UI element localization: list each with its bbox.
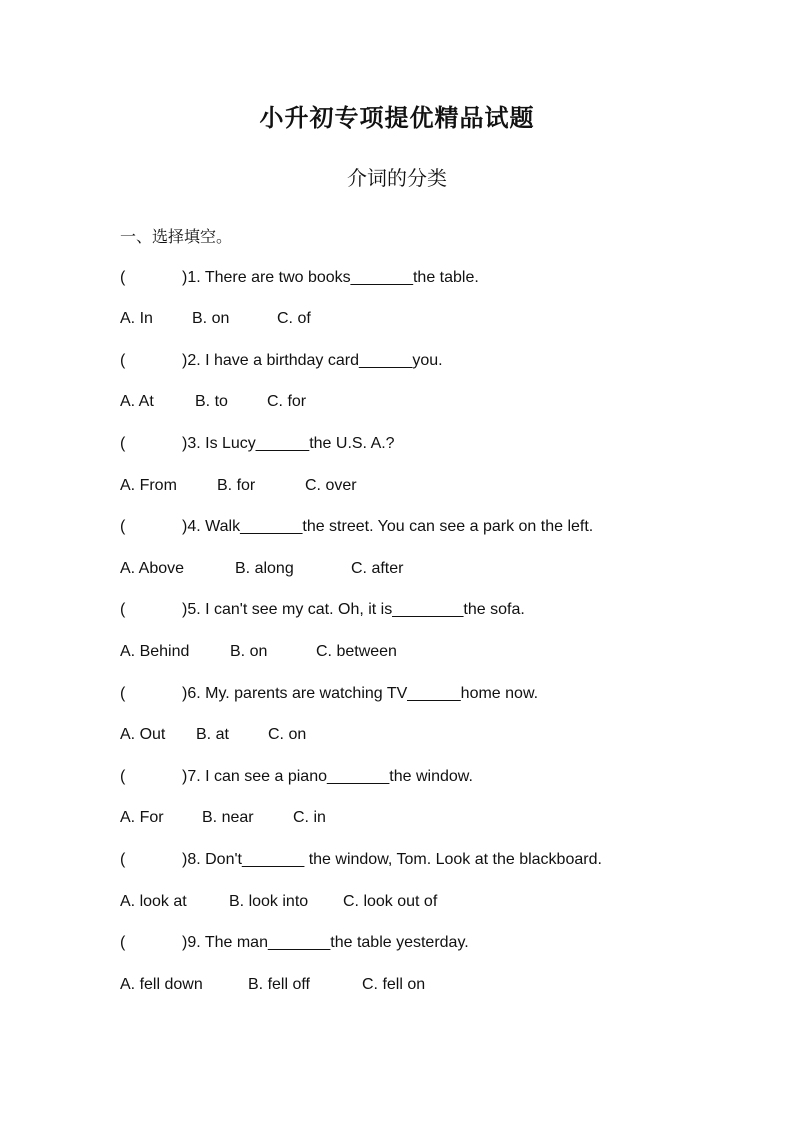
answer-paren: ( [120, 851, 126, 868]
question-text: )4. Walk_______the street. You can see a park on the left. [182, 518, 594, 535]
answer-paren: ( [120, 685, 126, 702]
question-4-options [120, 559, 403, 579]
question-text: )5. I can't see my cat. Oh, it is________the sofa. [182, 601, 525, 618]
question-text: )9. The man_______the table yesterday. [182, 934, 469, 951]
question-5 [120, 600, 525, 620]
page-subtitle: 介词的分类 [347, 166, 447, 190]
option-a: A. Above [120, 560, 185, 577]
section-heading: 一、选择填空。 [120, 227, 233, 246]
question-text: )2. I have a birthday card______you. [182, 352, 443, 369]
question-3 [120, 434, 395, 454]
page-title: 小升初专项提优精品试题 [259, 103, 535, 132]
option-c: C. after [351, 560, 404, 577]
option-a: A. From [120, 477, 177, 494]
question-1-options [120, 309, 311, 329]
question-7 [120, 767, 473, 787]
question-2-options [120, 392, 306, 412]
option-b: B. for [217, 477, 256, 494]
answer-paren: ( [120, 518, 126, 535]
question-6-options [120, 725, 306, 745]
question-9-options [120, 975, 425, 995]
option-a: A. Out [120, 726, 166, 743]
answer-paren: ( [120, 269, 126, 286]
option-a: A. In [120, 310, 153, 327]
option-b: B. fell off [248, 976, 310, 993]
option-b: B. look into [229, 893, 309, 910]
question-text: )1. There are two books_______the table. [182, 269, 479, 286]
question-8-options [120, 892, 437, 912]
option-a: A. At [120, 393, 154, 410]
answer-paren: ( [120, 352, 126, 369]
option-b: B. along [235, 560, 294, 577]
answer-paren: ( [120, 601, 126, 618]
question-6 [120, 684, 538, 704]
option-a: A. Behind [120, 643, 190, 660]
option-b: B. on [192, 310, 230, 327]
option-c: C. fell on [362, 976, 426, 993]
option-c: C. of [277, 310, 311, 327]
question-text: )6. My. parents are watching TV______home now. [182, 685, 539, 702]
question-8 [120, 850, 602, 870]
option-a: A. For [120, 809, 164, 826]
question-5-options [120, 642, 397, 662]
answer-paren: ( [120, 768, 126, 785]
option-c: C. over [305, 477, 357, 494]
option-c: C. on [268, 726, 307, 743]
question-text: )7. I can see a piano_______the window. [182, 768, 473, 785]
option-b: B. near [202, 809, 254, 826]
question-1 [120, 268, 479, 288]
option-b: B. at [196, 726, 229, 743]
option-c: C. in [293, 809, 326, 826]
option-c: C. look out of [343, 893, 438, 910]
question-text: )3. Is Lucy______the U.S. A.? [182, 435, 395, 452]
question-2 [120, 351, 443, 371]
question-7-options [120, 808, 326, 828]
option-c: C. between [316, 643, 397, 660]
option-c: C. for [267, 393, 307, 410]
question-text: )8. Don't_______ the window, Tom. Look at the blackboard. [182, 851, 602, 868]
question-3-options [120, 476, 357, 496]
option-a: A. fell down [120, 976, 203, 993]
option-b: B. on [230, 643, 268, 660]
question-4 [120, 517, 593, 537]
answer-paren: ( [120, 435, 126, 452]
question-9 [120, 933, 469, 953]
option-b: B. to [195, 393, 228, 410]
option-a: A. look at [120, 893, 187, 910]
answer-paren: ( [120, 934, 126, 951]
